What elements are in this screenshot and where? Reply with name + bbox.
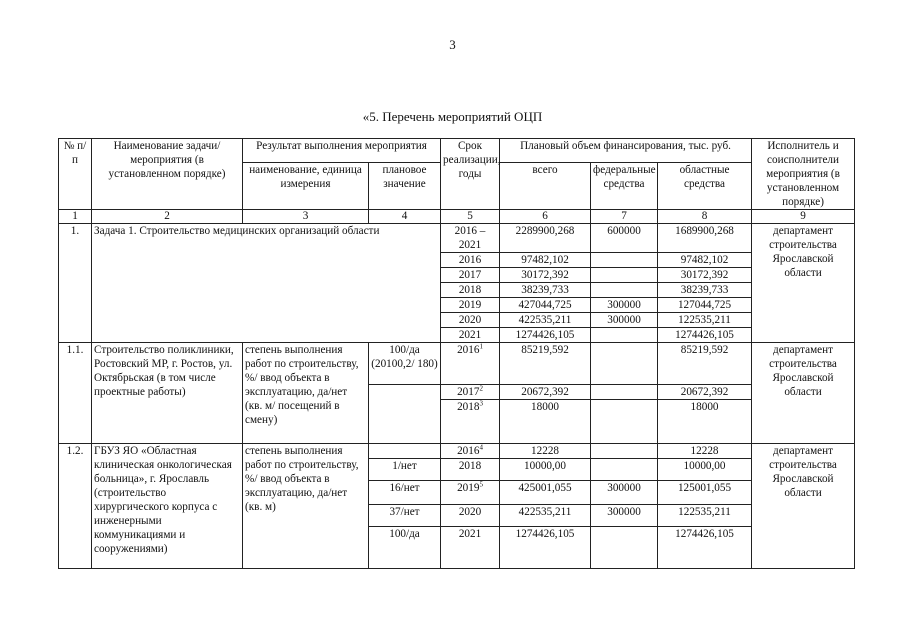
- result-plan-cell: 100/да: [369, 527, 441, 569]
- federal-cell: [591, 400, 658, 444]
- total-cell: 20672,392: [500, 385, 591, 400]
- total-cell: 422535,211: [500, 505, 591, 527]
- executor-cell: департамент строительства Ярославской области: [752, 224, 855, 343]
- regional-cell: 1689900,268: [658, 224, 752, 253]
- total-cell: 10000,00: [500, 459, 591, 481]
- regional-cell: 10000,00: [658, 459, 752, 481]
- regional-cell: 125001,055: [658, 481, 752, 505]
- regional-cell: 1274426,105: [658, 328, 752, 343]
- federal-cell: 300000: [591, 313, 658, 328]
- page-number: 3: [449, 37, 456, 52]
- result-plan-cell: [369, 400, 441, 444]
- federal-cell: 300000: [591, 298, 658, 313]
- column-number: 9: [752, 210, 855, 224]
- result-plan-cell: 100/да (20100,2/ 180): [369, 343, 441, 385]
- column-number: 8: [658, 210, 752, 224]
- regional-cell: 85219,592: [658, 343, 752, 385]
- result-plan-cell: 1/нет: [369, 459, 441, 481]
- header-num: № п/п: [59, 139, 92, 210]
- year-cell: 2018: [441, 283, 500, 298]
- total-cell: 1274426,105: [500, 527, 591, 569]
- federal-cell: [591, 283, 658, 298]
- federal-cell: [591, 343, 658, 385]
- header-federal: федеральные средства: [591, 163, 658, 210]
- regional-cell: 18000: [658, 400, 752, 444]
- task-name: Задача 1. Строительство медицинских организаций области: [92, 224, 441, 343]
- year-cell: 2016: [441, 253, 500, 268]
- header-regional: областные средства: [658, 163, 752, 210]
- item-name: ГБУЗ ЯО «Областная клиническая онкологическая больница», г. Ярославль (строительство хирургического корпуса с инженерными коммуникациями и сооружениями): [92, 444, 243, 569]
- regional-cell: 127044,725: [658, 298, 752, 313]
- year-cell: 2021: [441, 527, 500, 569]
- document-title: «5. Перечень мероприятий ОЦП: [362, 109, 543, 124]
- year-cell: 2016$^4$: [441, 444, 500, 459]
- header-executor: Исполнитель и соисполнители мероприятия (в установленном порядке): [752, 139, 855, 210]
- column-number: 1: [59, 210, 92, 224]
- item-number: 1.1.: [59, 343, 92, 444]
- result-plan-cell: [369, 385, 441, 400]
- year-cell: 2016 – 2021: [441, 224, 500, 253]
- column-number: 4: [369, 210, 441, 224]
- federal-cell: [591, 253, 658, 268]
- header-result-plan: плановое значение: [369, 163, 441, 210]
- column-number: 2: [92, 210, 243, 224]
- total-cell: 2289900,268: [500, 224, 591, 253]
- federal-cell: 600000: [591, 224, 658, 253]
- header-result-name: наименование, единица измерения: [243, 163, 369, 210]
- result-plan-cell: [369, 444, 441, 459]
- regional-cell: 122535,211: [658, 505, 752, 527]
- total-cell: 425001,055: [500, 481, 591, 505]
- total-cell: 422535,211: [500, 313, 591, 328]
- header-total: всего: [500, 163, 591, 210]
- year-cell: 2016$^1$: [441, 343, 500, 385]
- year-cell: 2021: [441, 328, 500, 343]
- year-cell: 2017$^2$: [441, 385, 500, 400]
- federal-cell: [591, 444, 658, 459]
- year-cell: 2018: [441, 459, 500, 481]
- column-number: 5: [441, 210, 500, 224]
- executor-cell: департамент строительства Ярославской области: [752, 343, 855, 444]
- regional-cell: 1274426,105: [658, 527, 752, 569]
- regional-cell: 20672,392: [658, 385, 752, 400]
- year-cell: 2019: [441, 298, 500, 313]
- column-number: 6: [500, 210, 591, 224]
- regional-cell: 38239,733: [658, 283, 752, 298]
- federal-cell: [591, 268, 658, 283]
- year-cell: 2017: [441, 268, 500, 283]
- result-name-cell: степень выполнения работ по строительству, %/ ввод объекта в эксплуатацию, да/нет (кв. м): [243, 444, 369, 569]
- column-number: 7: [591, 210, 658, 224]
- federal-cell: [591, 328, 658, 343]
- header-result: Результат выполнения мероприятия: [243, 139, 441, 163]
- regional-cell: 122535,211: [658, 313, 752, 328]
- item-name: Строительство поликлиники, Ростовский МР, г. Ростов, ул. Октябрьская (в том числе проектные работы): [92, 343, 243, 444]
- header-financing: Плановый объем финансирования, тыс. руб.: [500, 139, 752, 163]
- result-plan-cell: 37/нет: [369, 505, 441, 527]
- regional-cell: 30172,392: [658, 268, 752, 283]
- year-cell: 2020: [441, 313, 500, 328]
- total-cell: 30172,392: [500, 268, 591, 283]
- executor-cell: департамент строительства Ярославской области: [752, 444, 855, 569]
- result-plan-cell: 16/нет: [369, 481, 441, 505]
- regional-cell: 12228: [658, 444, 752, 459]
- total-cell: 85219,592: [500, 343, 591, 385]
- item-number: 1.2.: [59, 444, 92, 569]
- total-cell: 1274426,105: [500, 328, 591, 343]
- federal-cell: 300000: [591, 481, 658, 505]
- year-cell: 2020: [441, 505, 500, 527]
- federal-cell: [591, 459, 658, 481]
- header-term: Срок реализации, годы: [441, 139, 500, 210]
- regional-cell: 97482,102: [658, 253, 752, 268]
- task-number: 1.: [59, 224, 92, 343]
- result-name-cell: степень выполнения работ по строительству, %/ ввод объекта в эксплуатацию, да/нет (кв. м/ посещений в смену): [243, 343, 369, 444]
- federal-cell: [591, 385, 658, 400]
- column-number: 3: [243, 210, 369, 224]
- header-name: Наименование задачи/мероприятия (в установленном порядке): [92, 139, 243, 210]
- federal-cell: [591, 527, 658, 569]
- year-cell: 2018$^3$: [441, 400, 500, 444]
- total-cell: 427044,725: [500, 298, 591, 313]
- total-cell: 12228: [500, 444, 591, 459]
- measures-table: [58, 138, 855, 569]
- total-cell: 97482,102: [500, 253, 591, 268]
- total-cell: 18000: [500, 400, 591, 444]
- federal-cell: 300000: [591, 505, 658, 527]
- year-cell: 2019$^5$: [441, 481, 500, 505]
- total-cell: 38239,733: [500, 283, 591, 298]
